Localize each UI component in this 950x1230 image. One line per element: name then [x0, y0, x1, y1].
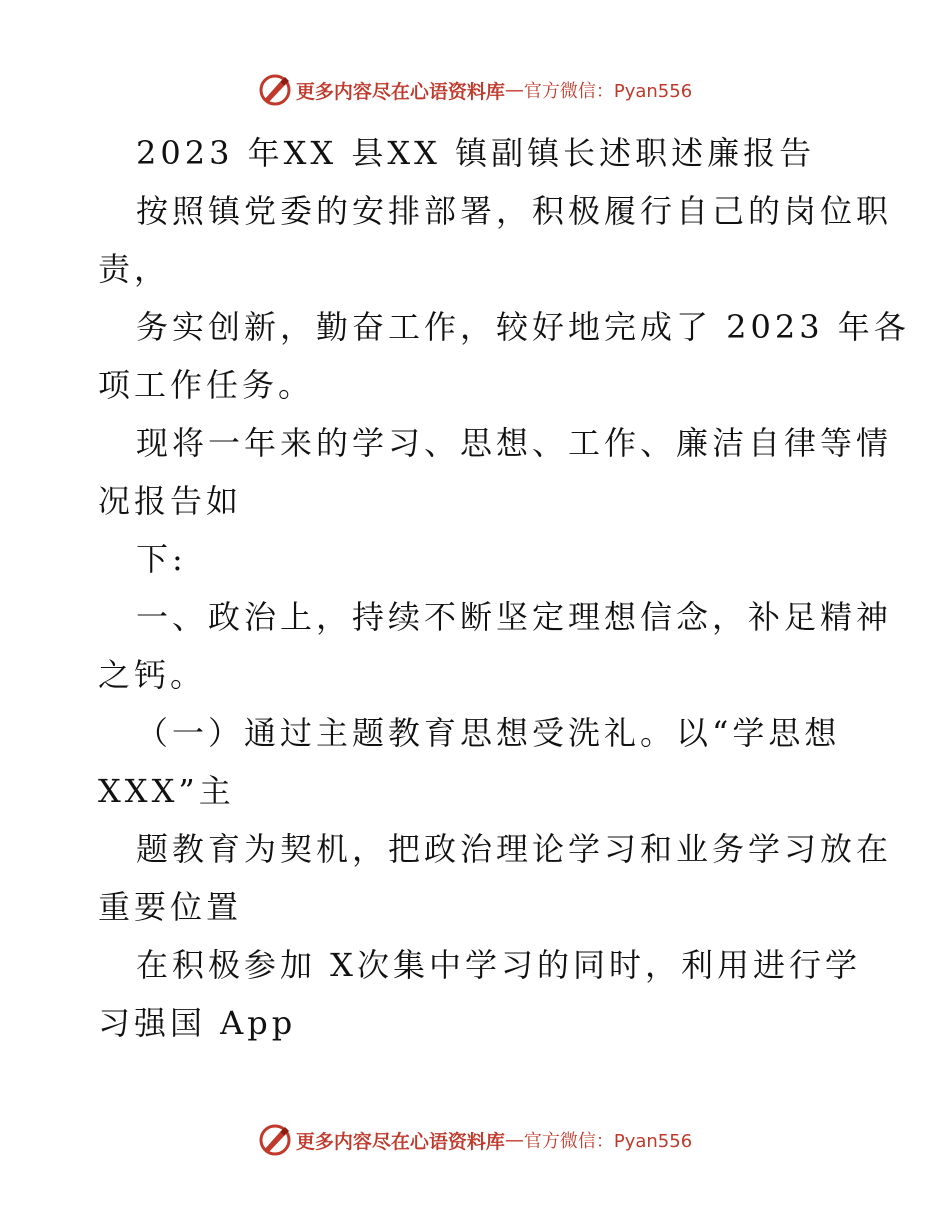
paragraph-line: 务实创新，勤奋工作，较好地完成了 2023 年各 [136, 308, 910, 346]
paragraph-line: 项工作任务。 [98, 366, 315, 404]
paragraph-line: 重要位置 [98, 888, 243, 926]
footer-banner-wechat: 官方微信：Pyan556 [523, 1131, 693, 1152]
paragraph-line: 下: [136, 540, 187, 578]
pen-logo-icon [258, 73, 292, 107]
section-heading-cont: 之钙。 [98, 656, 207, 694]
header-banner-dash: — [504, 79, 524, 101]
header-banner-text: 更多内容尽在心语资料库 [295, 80, 505, 103]
subsection-heading: （一）通过主题教育思想受洗礼。以“学思想 [136, 714, 841, 752]
paragraph-line: 责， [98, 250, 171, 288]
paragraph-line: XXX”主 [98, 772, 235, 810]
footer-banner-dash: — [504, 1129, 524, 1151]
pen-logo-icon [258, 1123, 292, 1157]
paragraph-line: 在积极参加 X次集中学习的同时，利用进行学 [136, 946, 861, 984]
paragraph-line: 题教育为契机，把政治理论学习和业务学习放在 [136, 830, 893, 868]
document-body [98, 124, 910, 1052]
section-heading: 一、政治上，持续不断坚定理想信念，补足精神 [136, 598, 893, 636]
paragraph-line: 习强国 App [98, 1004, 297, 1042]
footer-banner [0, 1120, 950, 1160]
paragraph-line: 按照镇党委的安排部署，积极履行自己的岗位职 [136, 192, 893, 230]
document-title: 2023 年XX 县XX 镇副镇长述职述廉报告 [136, 134, 816, 172]
header-banner-wechat: 官方微信：Pyan556 [523, 81, 693, 102]
header-banner [0, 70, 950, 110]
paragraph-line: 况报告如 [98, 482, 243, 520]
footer-banner-text: 更多内容尽在心语资料库 [295, 1130, 505, 1153]
paragraph-line: 现将一年来的学习、思想、工作、廉洁自律等情 [136, 424, 893, 462]
